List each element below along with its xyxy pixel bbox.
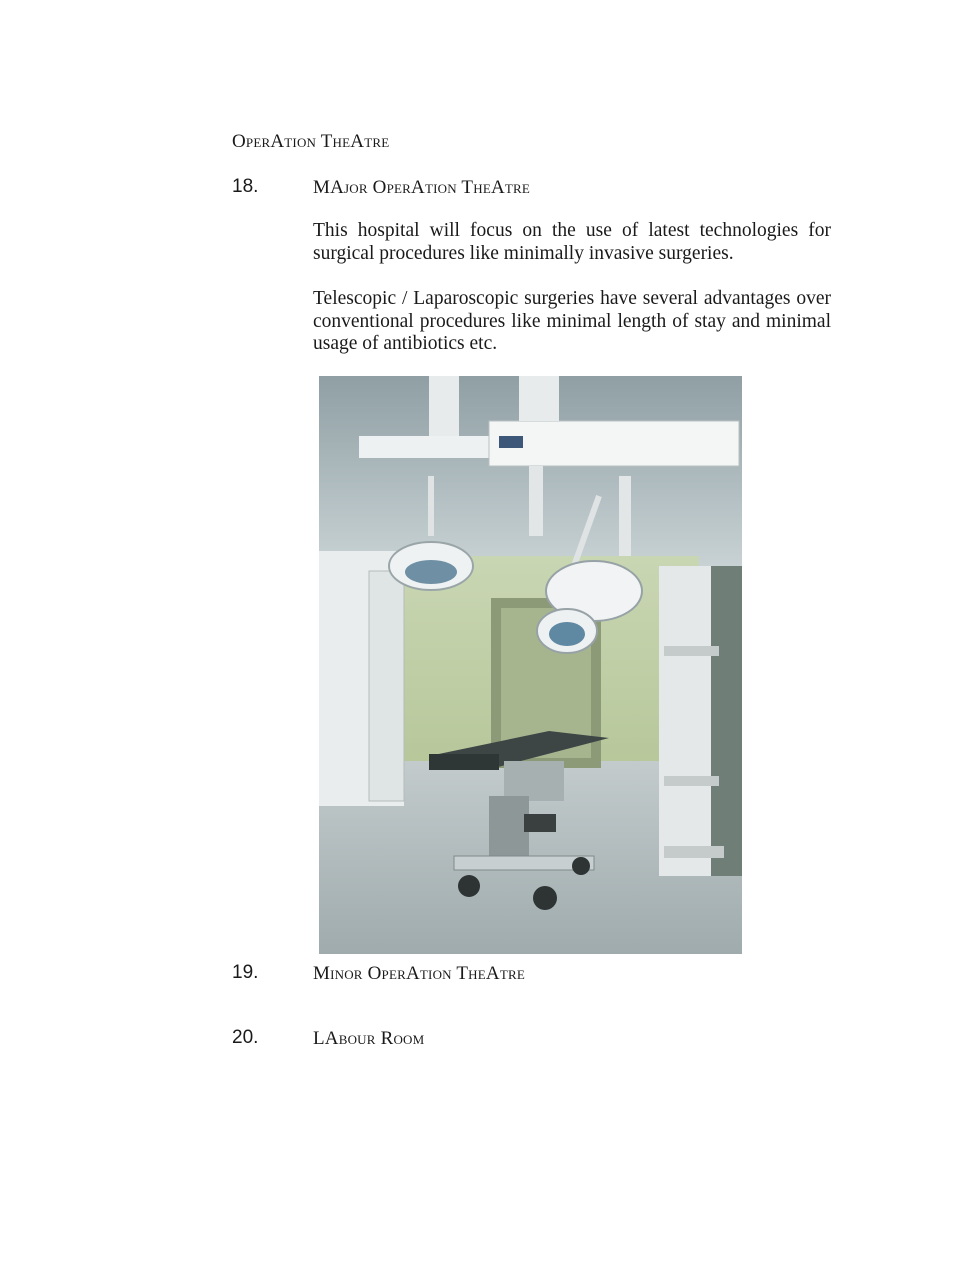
section-number: 18. <box>232 176 259 197</box>
operating-room-photo <box>319 376 742 954</box>
section-number: 19. <box>232 962 259 983</box>
section-heading: MAjor OperAtion TheAtre <box>313 177 531 198</box>
page-title: OperAtion TheAtre <box>232 131 390 152</box>
section-heading: Minor OperAtion TheAtre <box>313 963 525 984</box>
paragraph: Telescopic / Laparoscopic surgeries have several advantages over conventional procedures like minimal length of stay and minimal usage of antibiotics etc. <box>313 288 831 354</box>
section-number: 20. <box>232 1027 259 1048</box>
section-heading: LAbour Room <box>313 1028 425 1049</box>
paragraph: This hospital will focus on the use of latest technologies for surgical procedures like minimally invasive surgeries. <box>313 220 831 264</box>
